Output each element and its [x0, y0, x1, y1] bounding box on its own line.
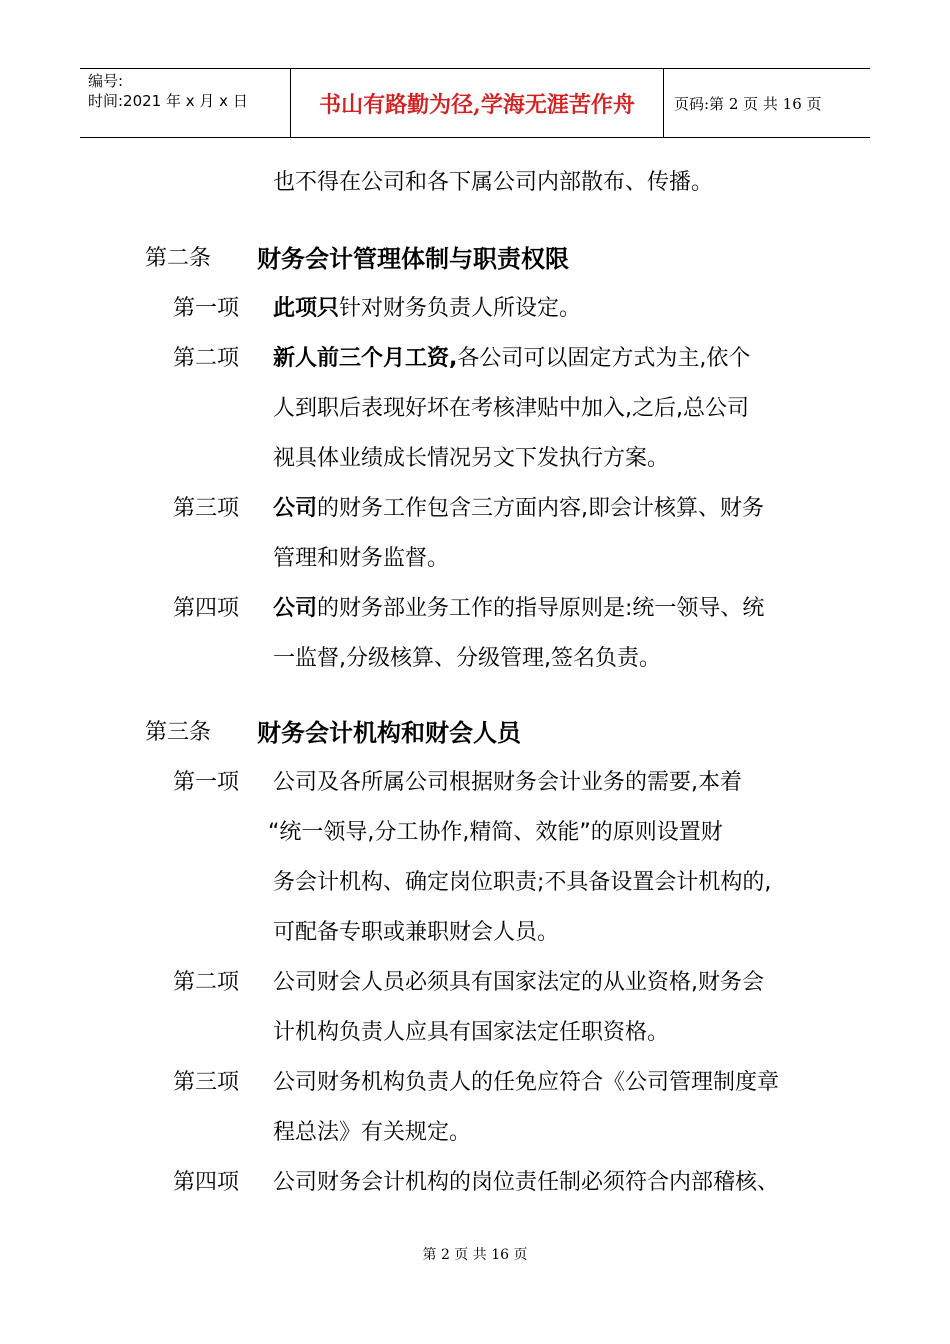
article-2-item-2-text: 新人前三个月工资,各公司可以固定方式为主,依个 — [273, 346, 751, 371]
article-3-item-2-line-1: 公司财会人员必须具有国家法定的从业资格,财务会 — [273, 970, 764, 995]
article-3-item-1-line-1: 公司及各所属公司根据财务会计业务的需要,本着 — [273, 770, 742, 795]
article-3-label: 第三条 — [145, 720, 212, 745]
emphasis-text: 此项只 — [273, 296, 340, 321]
article-2-item-3-label: 第三项 — [173, 496, 240, 521]
article-2-label: 第二条 — [145, 246, 212, 271]
article-3-item-2-label: 第二项 — [173, 970, 240, 995]
article-3-item-3-line-2: 程总法》有关规定。 — [273, 1120, 472, 1145]
article-3-item-3-label: 第三项 — [173, 1070, 240, 1095]
article-2-item-4-label: 第四项 — [173, 596, 240, 621]
article-2-item-3-line-2: 管理和财务监督。 — [273, 546, 450, 571]
header-meta — [80, 69, 291, 137]
emphasis-text: 公司 — [273, 596, 318, 621]
page-footer: 第 2 页 共 16 页 — [422, 1247, 528, 1263]
article-3-item-1-label: 第一项 — [173, 770, 240, 795]
article-2-item-4-text: 公司的财务部业务工作的指导原则是:统一领导、统 — [273, 596, 765, 621]
article-3-item-1-line-4: 可配备专职或兼职财会人员。 — [273, 920, 560, 945]
article-2-item-1-text: 此项只针对财务负责人所设定。 — [273, 296, 582, 321]
article-3-item-4-label: 第四项 — [173, 1170, 240, 1195]
emphasis-text: 新人前三个月工资, — [273, 346, 458, 371]
document-time-label: 时间:2021 年 x 月 x 日 — [88, 92, 248, 110]
article-3-item-4-line-1: 公司财务会计机构的岗位责任制必须符合内部稽核、 — [273, 1170, 780, 1195]
page-header — [80, 68, 870, 138]
article-3-item-1-line-2: “统一领导,分工协作,精简、效能”的原则设置财 — [268, 820, 723, 845]
continuation-text: 也不得在公司和各下属公司内部散布、传播。 — [273, 170, 714, 195]
document-number-label: 编号: — [88, 72, 124, 90]
article-2-item-1-label: 第一项 — [173, 296, 240, 321]
article-3-item-3-line-1: 公司财务机构负责人的任免应符合《公司管理制度章 — [273, 1070, 780, 1095]
article-3-title: 财务会计机构和财会人员 — [257, 719, 521, 747]
article-2-item-2-line-3: 视具体业绩成长情况另文下发执行方案。 — [273, 446, 670, 471]
article-2-item-3-text: 公司的财务工作包含三方面内容,即会计核算、财务 — [273, 496, 765, 521]
article-2-title: 财务会计管理体制与职责权限 — [257, 245, 569, 273]
article-2-item-4-line-2: 一监督,分级核算、分级管理,签名负责。 — [273, 646, 661, 671]
emphasis-text: 公司 — [273, 496, 318, 521]
article-2-item-2-label: 第二项 — [173, 346, 240, 371]
header-motto: 书山有路勤为径,学海无涯苦作舟 — [291, 69, 664, 137]
article-3-item-2-line-2: 计机构负责人应具有国家法定任职资格。 — [273, 1020, 670, 1045]
header-page-info: 页码:第 2 页 共 16 页 — [674, 94, 822, 113]
article-2-item-2-line-2: 人到职后表现好坏在考核津贴中加入,之后,总公司 — [273, 396, 749, 421]
article-3-item-1-line-3: 务会计机构、确定岗位职责;不具备设置会计机构的, — [273, 870, 772, 895]
